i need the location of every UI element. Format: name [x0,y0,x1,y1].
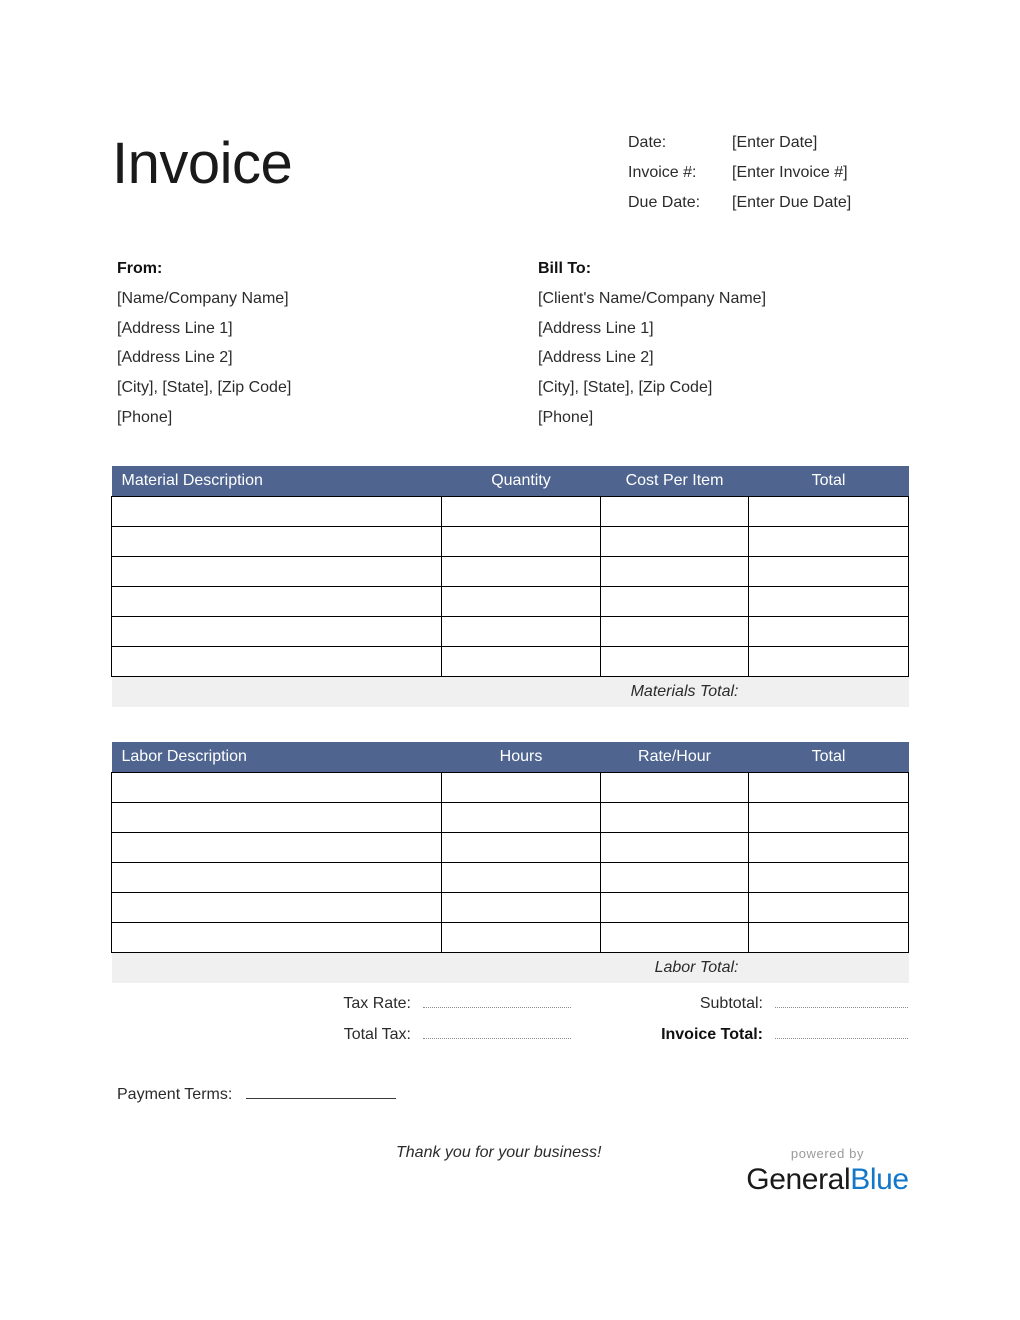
labor-table [111,742,909,983]
labor-cell-hours[interactable] [442,863,601,893]
materials-cell-total[interactable] [749,647,909,677]
labor-total-value[interactable] [749,953,909,984]
labor-cell-hours[interactable] [442,893,601,923]
labor-cell-total[interactable] [749,923,909,953]
bill-to-line-name[interactable]: [Client's Name/Company Name] [538,289,767,307]
table-row [112,863,909,893]
powered-by-label: powered by [790,1146,865,1161]
materials-cell-cost[interactable] [601,617,749,647]
materials-cell-cost[interactable] [601,647,749,677]
total-tax-input[interactable] [423,1023,571,1039]
tax-rate-field [111,992,571,1013]
labor-cell-hours[interactable] [442,833,601,863]
materials-cell-total[interactable] [749,527,909,557]
labor-cell-rate[interactable] [601,833,749,863]
table-row [112,893,909,923]
totals-row-first [111,992,908,1023]
labor-header-total: Total [749,742,909,773]
tax-rate-input[interactable] [423,992,571,1008]
labor-cell-hours[interactable] [442,923,601,953]
meta-row-invoice-number [628,158,851,188]
from-line-city-state-zip[interactable]: [City], [State], [Zip Code] [117,379,292,397]
labor-cell-hours[interactable] [442,773,601,803]
meta-row-due-date [628,188,851,218]
materials-cell-cost[interactable] [601,557,749,587]
materials-cell-quantity[interactable] [442,557,601,587]
materials-table [111,466,909,707]
materials-cell-cost[interactable] [601,497,749,527]
materials-cell-quantity[interactable] [442,587,601,617]
materials-cell-description[interactable] [112,557,442,587]
brand-name [745,1162,910,1198]
materials-header-total: Total [749,466,909,497]
materials-cell-cost[interactable] [601,587,749,617]
from-line-name[interactable]: [Name/Company Name] [117,289,289,307]
labor-cell-hours[interactable] [442,803,601,833]
bill-to-block [538,254,766,433]
table-row [112,557,909,587]
materials-total-label: Materials Total: [112,677,749,708]
labor-cell-total[interactable] [749,863,909,893]
payment-terms-input[interactable] [246,1082,396,1099]
materials-total-row [112,677,909,708]
materials-cell-description[interactable] [112,527,442,557]
labor-cell-total[interactable] [749,833,909,863]
brand-name-general: General [746,1163,851,1196]
materials-cell-quantity[interactable] [442,527,601,557]
bill-to-line-address-1[interactable]: [Address Line 1] [538,319,654,337]
meta-row-date [628,128,851,158]
labor-header-rate-per-hour: Rate/Hour [601,742,749,773]
bill-to-line-city-state-zip[interactable]: [City], [State], [Zip Code] [538,379,713,397]
labor-cell-rate[interactable] [601,773,749,803]
due-date-value[interactable]: [Enter Due Date] [732,194,852,211]
labor-cell-rate[interactable] [601,893,749,923]
payment-terms-field [117,1082,396,1104]
total-tax-label: Total Tax: [343,1026,411,1043]
labor-cell-description[interactable] [112,833,442,863]
table-row [112,923,909,953]
materials-cell-cost[interactable] [601,527,749,557]
labor-cell-rate[interactable] [601,803,749,833]
materials-table-header-row [112,466,909,497]
payment-terms-label: Payment Terms: [117,1086,233,1103]
labor-cell-rate[interactable] [601,923,749,953]
materials-cell-total[interactable] [749,617,909,647]
table-row [112,773,909,803]
totals-section [111,992,908,1054]
materials-total-value[interactable] [749,677,909,708]
materials-cell-total[interactable] [749,557,909,587]
from-heading: From: [117,260,163,277]
invoice-number-label: Invoice #: [628,164,697,181]
labor-table-body [112,773,909,953]
from-line-address-2[interactable]: [Address Line 2] [117,349,233,367]
labor-cell-total[interactable] [749,803,909,833]
brand-logo [745,1146,910,1198]
totals-row-second [111,1023,908,1054]
materials-cell-description[interactable] [112,647,442,677]
table-row [112,647,909,677]
labor-cell-description[interactable] [112,863,442,893]
labor-table-header-row [112,742,909,773]
materials-header-cost-per-item: Cost Per Item [601,466,749,497]
brand-name-blue: Blue [850,1163,909,1196]
bill-to-line-address-2[interactable]: [Address Line 2] [538,349,654,367]
from-line-address-1[interactable]: [Address Line 1] [117,319,233,337]
materials-cell-description[interactable] [112,617,442,647]
labor-header-hours: Hours [442,742,601,773]
table-row [112,833,909,863]
labor-cell-description[interactable] [112,803,442,833]
date-value[interactable]: [Enter Date] [732,134,818,151]
page-title: Invoice [112,131,293,196]
table-row [112,617,909,647]
table-row [112,587,909,617]
materials-cell-total[interactable] [749,497,909,527]
materials-header-description: Material Description [112,466,442,497]
materials-header-quantity: Quantity [442,466,601,497]
subtotal-input[interactable] [775,992,908,1008]
table-row [112,497,909,527]
total-tax-field [111,1023,571,1044]
materials-cell-description[interactable] [112,497,442,527]
invoice-meta-block [628,128,851,218]
labor-cell-rate[interactable] [601,863,749,893]
subtotal-label: Subtotal: [699,995,763,1012]
materials-cell-quantity[interactable] [442,617,601,647]
labor-header-description: Labor Description [112,742,442,773]
labor-total-row [112,953,909,984]
labor-cell-description[interactable] [112,893,442,923]
date-label: Date: [628,134,667,151]
bill-to-line-phone[interactable]: [Phone] [538,408,594,426]
labor-cell-total[interactable] [749,893,909,923]
from-block [117,254,291,433]
subtotal-field [571,992,908,1013]
invoice-total-field [571,1023,908,1044]
invoice-number-value[interactable]: [Enter Invoice #] [732,164,848,181]
labor-cell-description[interactable] [112,773,442,803]
labor-cell-total[interactable] [749,773,909,803]
invoice-total-label: Invoice Total: [661,1026,763,1043]
materials-cell-total[interactable] [749,587,909,617]
bill-to-heading: Bill To: [538,260,592,277]
table-row [112,803,909,833]
labor-total-label: Labor Total: [112,953,749,984]
table-row [112,527,909,557]
materials-table-body [112,497,909,677]
from-line-phone[interactable]: [Phone] [117,408,173,426]
due-date-label: Due Date: [628,194,701,211]
materials-cell-quantity[interactable] [442,647,601,677]
materials-cell-description[interactable] [112,587,442,617]
thank-you-message: Thank you for your business! [396,1144,602,1161]
invoice-total-input[interactable] [775,1023,908,1039]
materials-cell-quantity[interactable] [442,497,601,527]
labor-cell-description[interactable] [112,923,442,953]
tax-rate-label: Tax Rate: [343,995,411,1012]
